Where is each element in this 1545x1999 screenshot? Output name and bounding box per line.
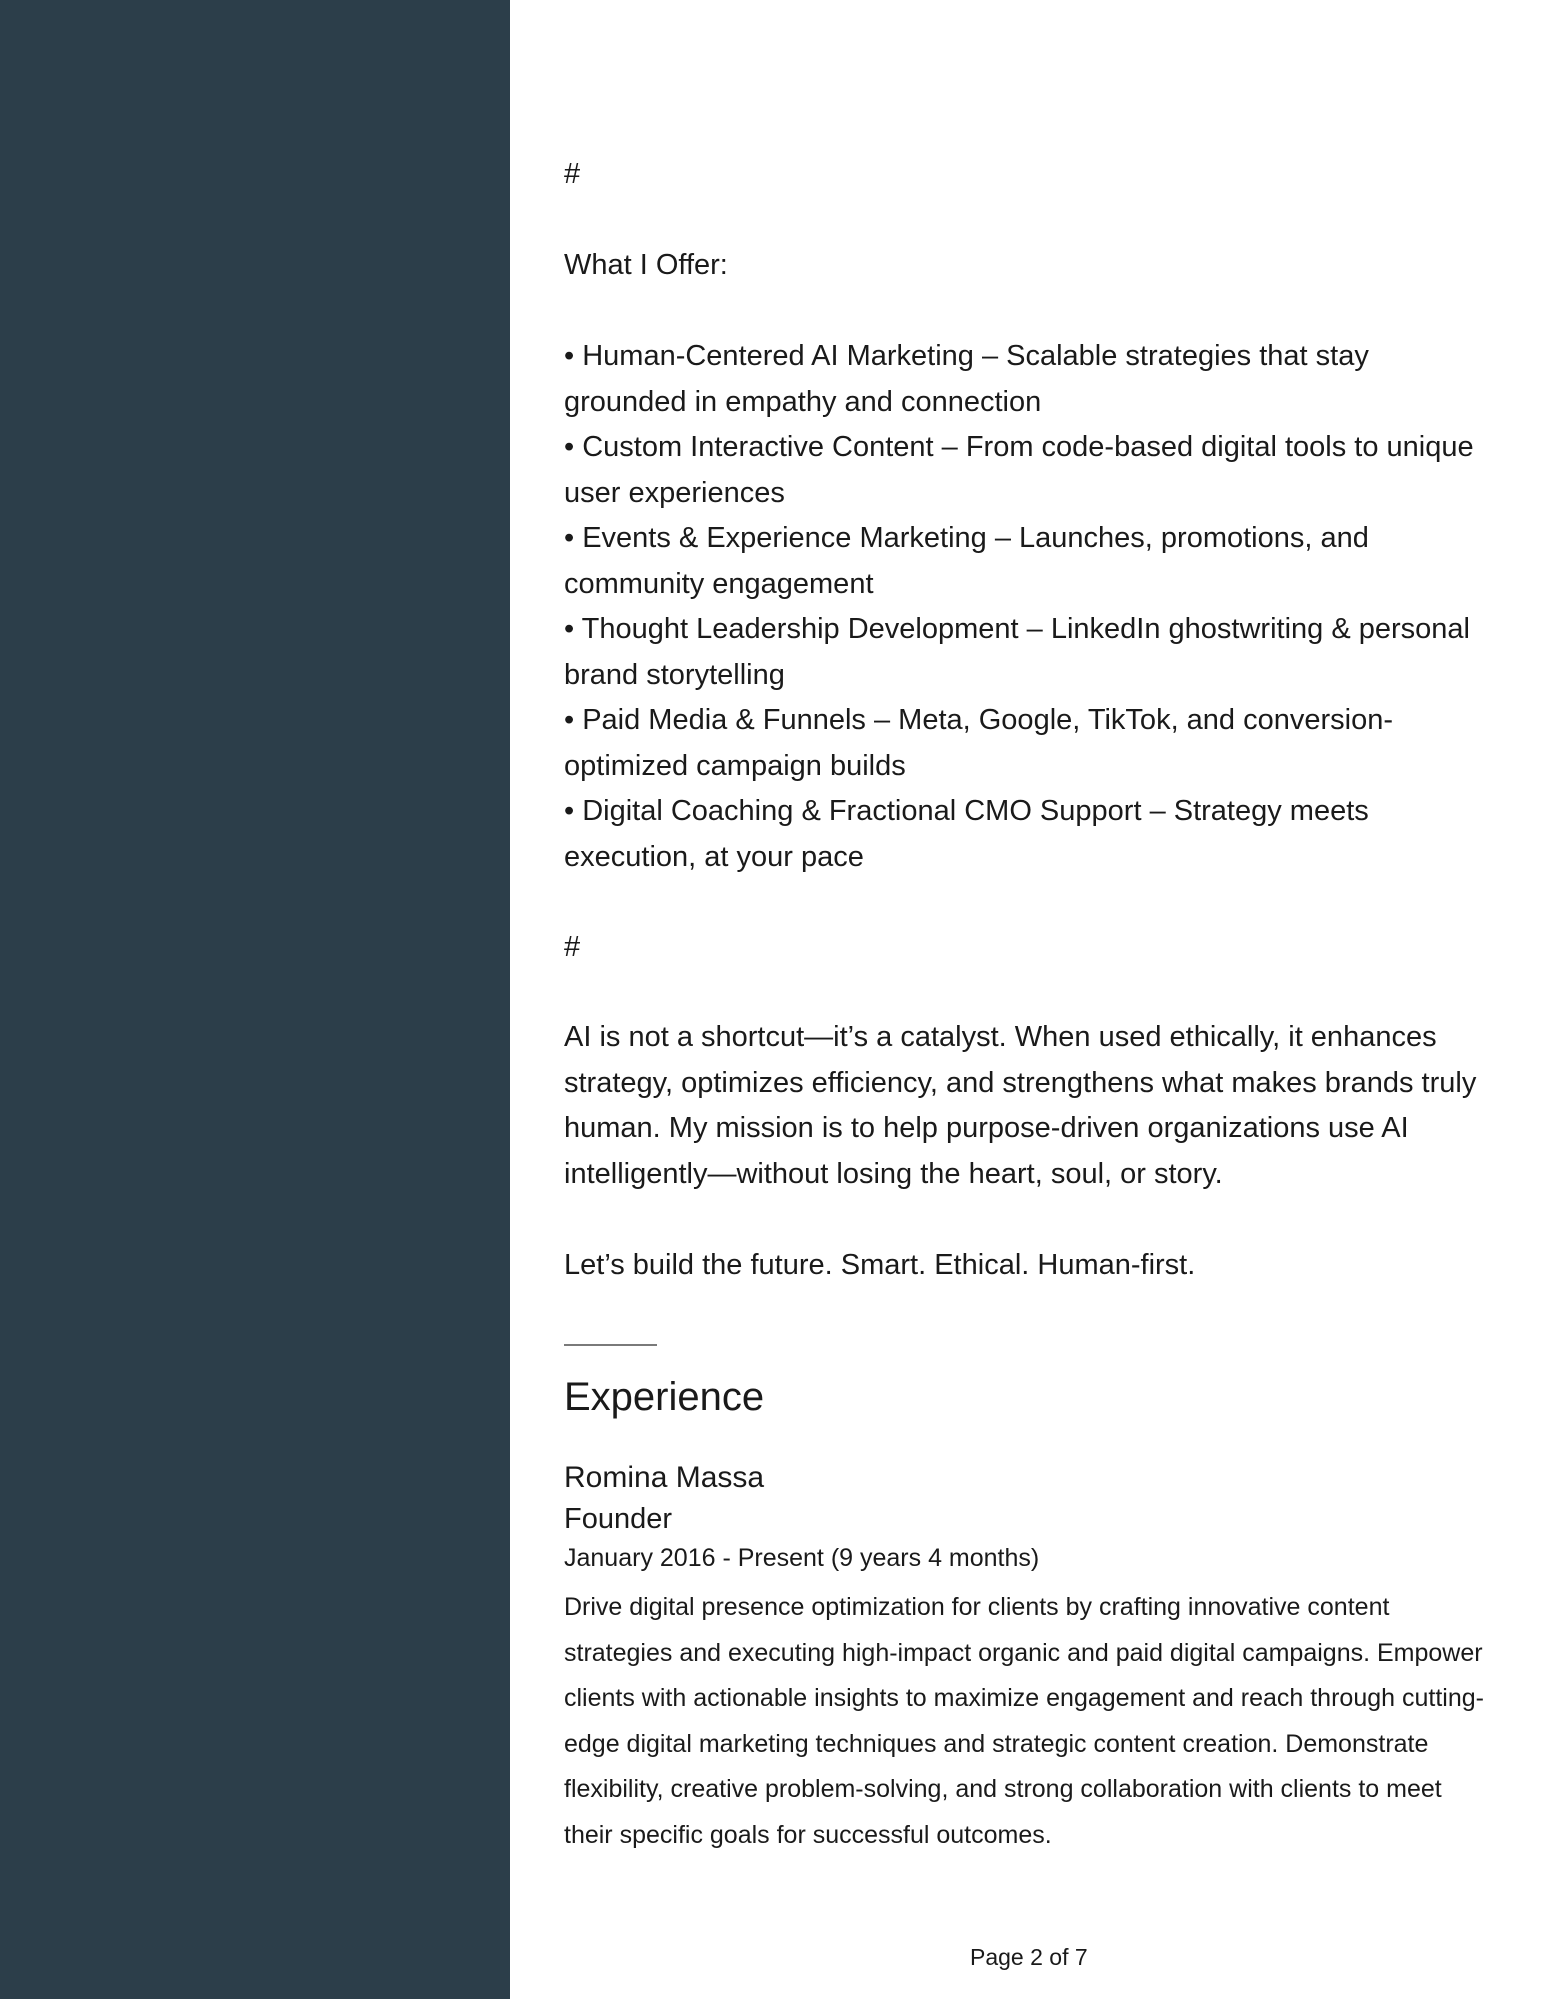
mission-paragraph: AI is not a shortcut—it’s a catalyst. When used ethically, it enhances strategy, optimizes efficiency, and strengthens what makes brands truly human. My mission is to help purpose-driven organizations use AI intelligently—without losing the heart, soul, or story.	[564, 1021, 1477, 1190]
offer-item: • Human-Centered AI Marketing – Scalable strategies that stay grounded in empathy and connection	[564, 340, 1369, 418]
job-title: Founder	[564, 1503, 673, 1535]
offer-item: • Custom Interactive Content – From code-based digital tools to unique user experiences	[564, 431, 1474, 509]
offer-heading: What I Offer:	[564, 249, 728, 281]
job-description: Drive digital presence optimization for clients by crafting innovative content strategies and executing high-impact organic and paid digital campaigns. Empower clients with actionable insights to maximize engagement and reach through cutting-edge digital marketing techniques and strategic content creation. Demonstrate flexibility, creative problem-solving, and strong collaboration with clients to meet their specific goals for successful outcomes.	[564, 1593, 1484, 1849]
separator-hash: #	[564, 931, 581, 963]
offer-list	[564, 334, 1484, 880]
company-name: Romina Massa	[564, 1461, 765, 1494]
closing-line: Let’s build the future. Smart. Ethical. Human-first.	[564, 1249, 1196, 1281]
offer-item: • Paid Media & Funnels – Meta, Google, TikTok, and conversion-optimized campaign builds	[564, 704, 1394, 782]
offer-item: • Thought Leadership Development – LinkedIn ghostwriting & personal brand storytelling	[564, 613, 1470, 691]
job-dates: January 2016 - Present (9 years 4 months)	[564, 1544, 1040, 1572]
offer-item: • Digital Coaching & Fractional CMO Support – Strategy meets execution, at your pace	[564, 795, 1369, 873]
experience-heading: Experience	[564, 1375, 765, 1419]
section-divider	[564, 1344, 657, 1346]
offer-item: • Events & Experience Marketing – Launches, promotions, and community engagement	[564, 522, 1369, 600]
sidebar-panel	[0, 0, 510, 1999]
page-number: Page 2 of 7	[970, 1944, 1088, 1970]
separator-hash: #	[564, 158, 581, 190]
